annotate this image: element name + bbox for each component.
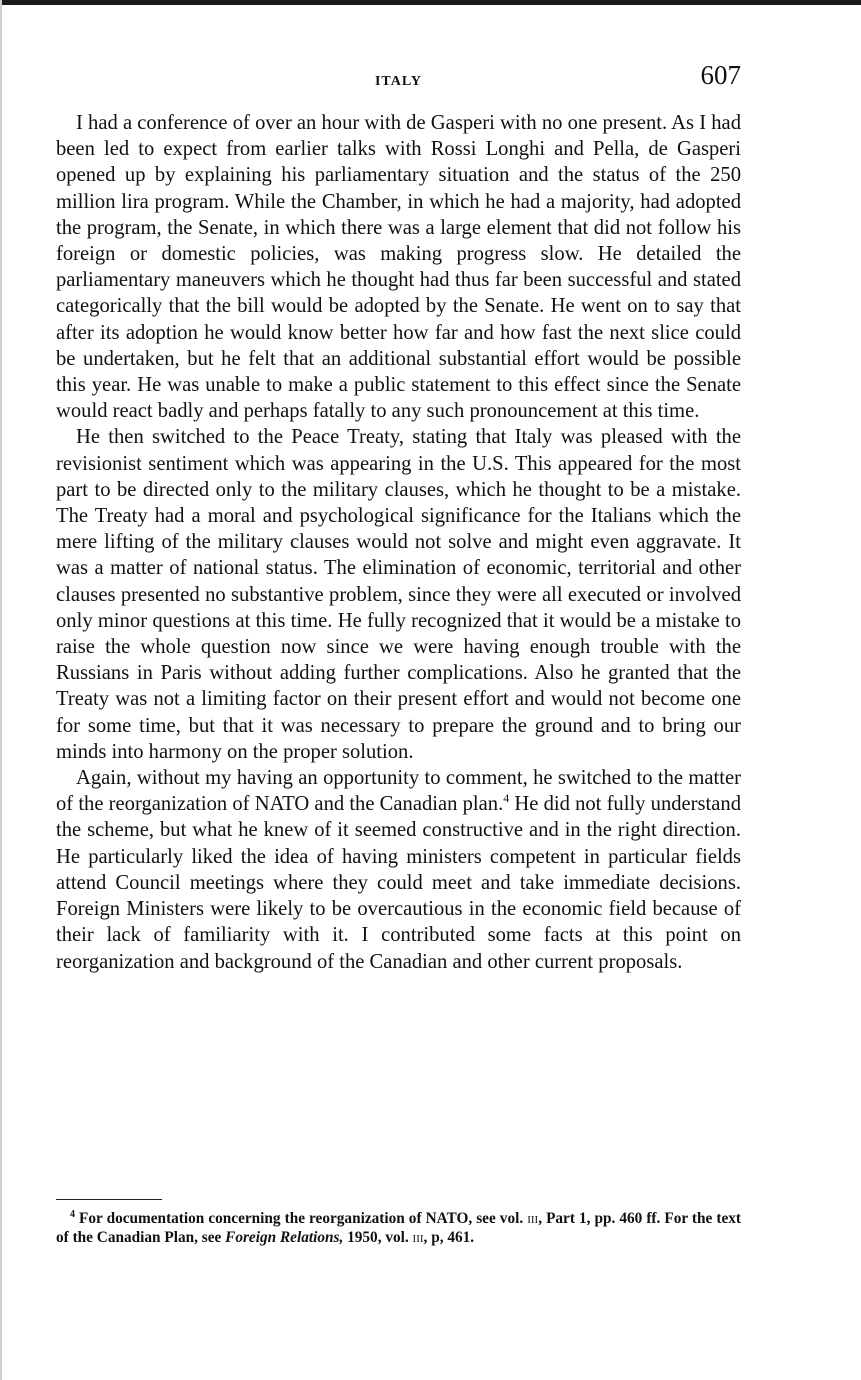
footnote-text: , Part 1, pp. 460 ff. For the text of the Canadian Plan, see: [56, 1210, 741, 1246]
scan-edge-left: [0, 0, 2, 1380]
footnote: [56, 1209, 741, 1247]
paragraph-text: He then switched to the Peace Treaty, stating that Italy was pleased with the revisionist sentiment which was appearing in the U.S. This appeared for the most part to be directed only to the military clauses, which he thought to be a mistake. The Treaty had a moral and psychological significance for the Italians which the mere lifting of the military clauses would not solve and might even aggravate. It was a matter of national status. The elimination of economic, territorial and other clauses presented no substantive problem, since they were all executed or involved only minor questions at this time. He fully recognized that it would be a mistake to raise the whole question now since we were having enough trouble with the Russians in Paris without adding further complications. Also he granted that the Treaty was not a limiting factor on their present effort and would not become one for some time, but that it was necessary to prepare the ground and to bring our minds into harmony on the proper solution.: [56, 426, 741, 763]
volume-number: iii: [412, 1229, 424, 1246]
scan-edge-top: [0, 0, 861, 5]
footnote-reference: 4: [503, 791, 510, 806]
publication-title: Foreign Relations,: [225, 1229, 344, 1246]
running-head: ITALY: [374, 74, 423, 89]
page-header: [56, 62, 741, 98]
paragraph: [56, 424, 741, 765]
paragraph: [56, 765, 741, 975]
paragraph-text: I had a conference of over an hour with de Gasperi with no one present. As I had been led to expect from earlier talks with Rossi Longhi and Pella, de Gasperi opened up by explaining his parliamentary situation and the status of the 250 million lira program. While the Chamber, in which he had a majority, had adopted the program, the Senate, in which there was a large element that did not follow his foreign or domestic policies, was making progress slow. He detailed the parliamentary maneuvers which he thought had thus far been successful and stated categorically that the bill would be adopted by the Senate. He went on to say that after its adoption he would know better how far and how fast the next slice could be undertaken, but he felt that an additional substantial effort would be possible this year. He was unable to make a public statement to this effect since the Senate would react badly and perhaps fatally to any such pronouncement at this time.: [56, 112, 741, 423]
body-text: [56, 110, 741, 975]
paragraph: [56, 110, 741, 424]
paragraph-text: Again, without my having an opportunity to comment, he switched to the matter of the reorganization of NATO and the Canadian plan.: [56, 767, 741, 816]
volume-number: iii: [527, 1210, 539, 1227]
footnote-text: For documentation concerning the reorganization of NATO, see vol.: [75, 1210, 528, 1227]
footnote-rule: [56, 1199, 162, 1200]
page-number: 607: [700, 60, 741, 90]
paragraph-text: He did not fully understand the scheme, but what he knew of it seemed constructive and in the right direction. He particularly liked the idea of having ministers competent in particular fields attend Council meetings where they could meet and take immediate decisions. Foreign Ministers were likely to be overcautious in the economic field because of their lack of familiarity with it. I contributed some facts at this point on reorganization and background of the Canadian and other current proposals.: [56, 793, 742, 973]
footnote-text: 1950, vol.: [343, 1229, 413, 1246]
footnote-text: , p, 461.: [423, 1229, 475, 1246]
footnote-marker: 4: [70, 1208, 75, 1220]
